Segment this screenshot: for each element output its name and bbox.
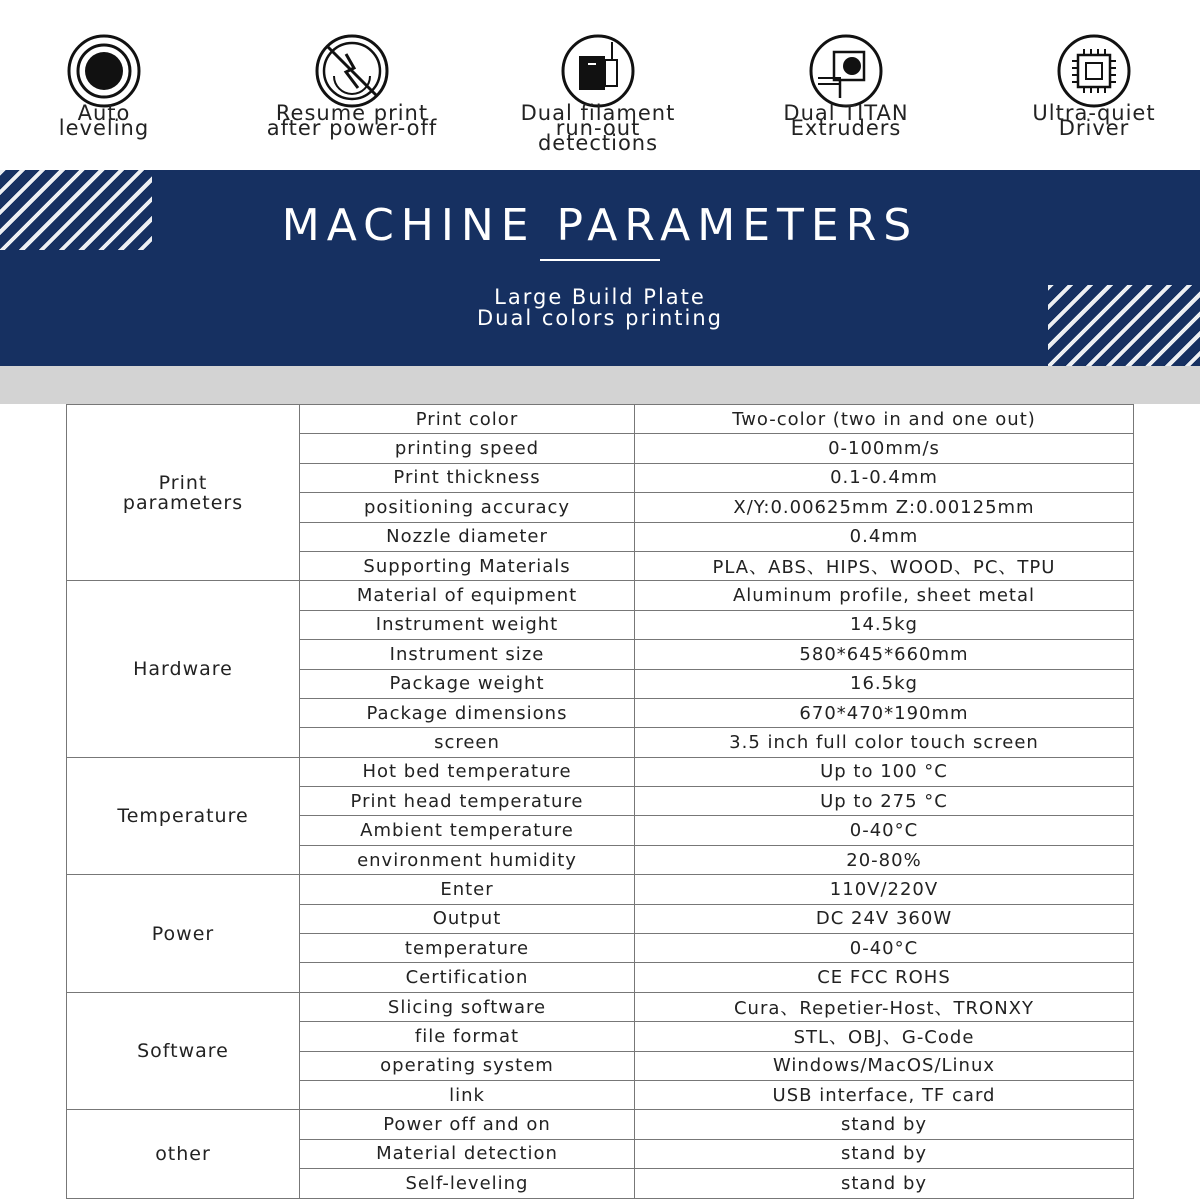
titan-extruder-icon [782,32,910,110]
value-cell: 0-40°C [635,816,1134,845]
feature-label: Ultra-quiet Driver [1032,101,1156,140]
parameter-cell: Slicing software [300,992,635,1021]
value-cell: DC 24V 360W [635,904,1134,933]
value-cell: USB interface, TF card [635,1080,1134,1109]
feature-label: Resume print after power-off [266,101,438,140]
auto-leveling-icon [40,32,168,110]
spec-section [0,366,1200,1200]
value-cell: X/Y:0.00625mm Z:0.00125mm [635,493,1134,522]
value-cell: 0.1-0.4mm [635,463,1134,492]
parameter-cell: Material detection [300,1139,635,1168]
title-divider [540,259,660,261]
parameter-cell: operating system [300,1051,635,1080]
parameter-cell: file format [300,1022,635,1051]
parameter-cell: Self-leveling [300,1169,635,1198]
value-cell: 3.5 inch full color touch screen [635,728,1134,757]
parameter-cell: environment humidity [300,845,635,874]
parameter-cell: positioning accuracy [300,493,635,522]
banner-subtitle: Dual colors printing [476,306,723,330]
value-cell: 0-100mm/s [635,434,1134,463]
table-row [67,875,1134,904]
feature-label: Auto leveling [58,101,150,140]
category-cell: other [67,1110,300,1198]
feature-resume-print [232,0,472,170]
table-row [67,757,1134,786]
machine-parameters-banner [0,170,1200,366]
value-cell: 110V/220V [635,875,1134,904]
value-cell: Windows/MacOS/Linux [635,1051,1134,1080]
parameter-cell: screen [300,728,635,757]
power-resume-icon [288,32,416,110]
parameter-cell: Instrument size [300,640,635,669]
feature-label: Dual filament run-out detections [520,101,676,155]
value-cell: Up to 275 °C [635,787,1134,816]
parameter-cell: Power off and on [300,1110,635,1139]
parameter-cell: Nozzle diameter [300,522,635,551]
feature-label: Dual TITAN Extruders [783,101,909,140]
feature-filament-detection [478,0,718,170]
parameter-cell: Print color [300,405,635,434]
value-cell: stand by [635,1169,1134,1198]
value-cell: PLA、ABS、HIPS、WOOD、PC、TPU [635,551,1134,580]
value-cell: Cura、Repetier-Host、TRONXY [635,992,1134,1021]
value-cell: 580*645*660mm [635,640,1134,669]
value-cell: 0.4mm [635,522,1134,551]
value-cell: Two-color (two in and one out) [635,405,1134,434]
parameter-cell: Ambient temperature [300,816,635,845]
feature-titan-extruders [726,0,966,170]
value-cell: 16.5kg [635,669,1134,698]
parameter-cell: Output [300,904,635,933]
feature-quiet-driver [974,0,1200,170]
parameter-cell: link [300,1080,635,1109]
category-cell: Software [67,992,300,1110]
parameter-cell: Hot bed temperature [300,757,635,786]
table-row [67,581,1134,610]
parameter-cell: Print head temperature [300,787,635,816]
table-row [67,992,1134,1021]
parameter-cell: Package weight [300,669,635,698]
parameter-cell: Material of equipment [300,581,635,610]
chip-driver-icon [1030,32,1158,110]
value-cell: 14.5kg [635,610,1134,639]
value-cell: Up to 100 °C [635,757,1134,786]
feature-auto-leveling [0,0,224,170]
parameter-cell: Supporting Materials [300,551,635,580]
parameter-cell: Package dimensions [300,698,635,727]
parameter-cell: Print thickness [300,463,635,492]
category-cell: Print parameters [67,405,300,581]
value-cell: 670*470*190mm [635,698,1134,727]
value-cell: 20-80% [635,845,1134,874]
banner-subtitle: Large Build Plate [494,285,706,309]
parameter-cell: printing speed [300,434,635,463]
feature-strip [0,0,1200,170]
parameter-cell: temperature [300,934,635,963]
page-title: MACHINE PARAMETERS [281,200,919,251]
value-cell: STL、OBJ、G-Code [635,1022,1134,1051]
parameter-cell: Enter [300,875,635,904]
filament-sensor-icon [534,32,662,110]
parameter-cell: Instrument weight [300,610,635,639]
category-cell: Temperature [67,757,300,875]
value-cell: Aluminum profile, sheet metal [635,581,1134,610]
category-cell: Power [67,875,300,993]
value-cell: stand by [635,1110,1134,1139]
category-cell: Hardware [67,581,300,757]
spec-table [66,404,1134,1199]
table-row [67,405,1134,434]
table-row [67,1110,1134,1139]
value-cell: stand by [635,1139,1134,1168]
section-band [0,366,1200,404]
parameter-cell: Certification [300,963,635,992]
value-cell: 0-40°C [635,934,1134,963]
value-cell: CE FCC ROHS [635,963,1134,992]
